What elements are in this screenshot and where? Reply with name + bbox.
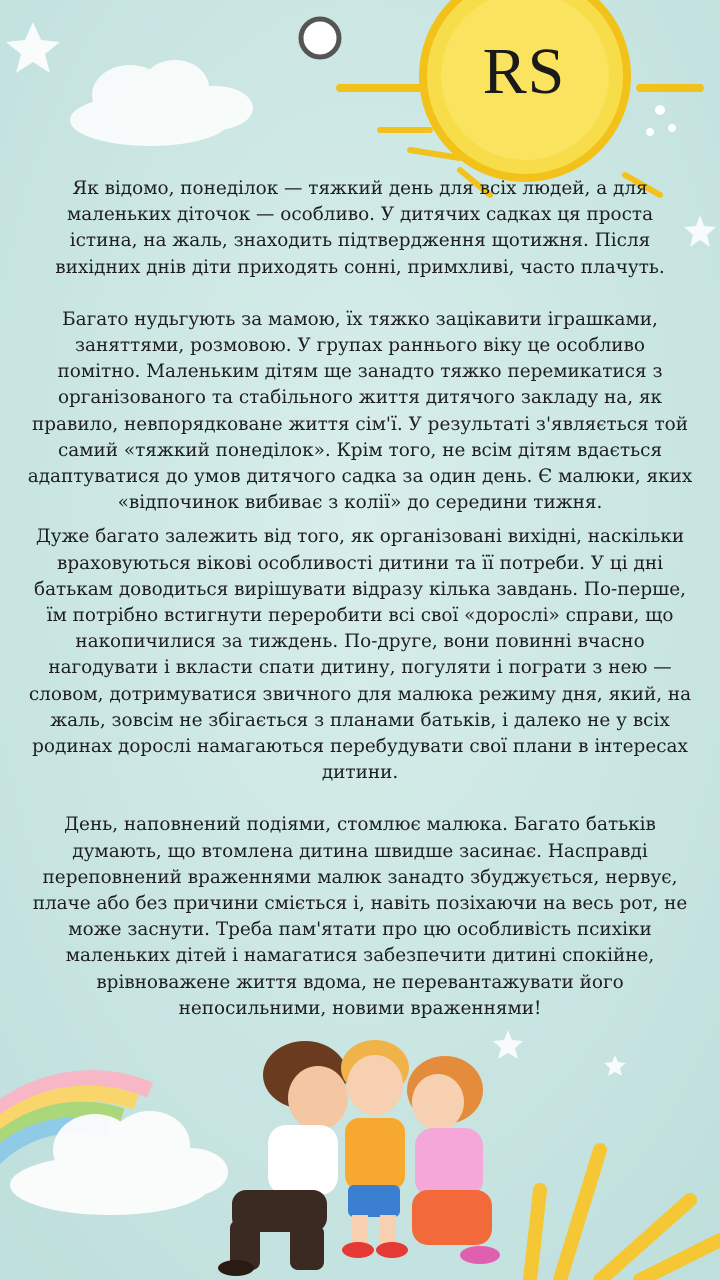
text-line: їм потрібно встигнути переробити всі свої «дорослі» справи, що [46,605,674,627]
text-line: родинах дорослі намагаються перебудувати свої плани в інтересах [32,736,688,758]
paragraph-3 [10,524,710,786]
text-line: вихідних днів діти приходять сонні, примхливі, часто плачуть. [55,256,665,278]
text-line: дитини. [321,762,399,784]
text-line: думають, що втомлена дитина швидше засинає. Насправді [72,840,648,862]
text-line: жаль, зовсім не збігається з планами батьків, і далеко не у всіх [50,709,670,731]
moon-circle-icon [301,19,339,57]
text-line: правило, невпорядковане життя сім'ї. У результаті з'являється той [32,413,688,435]
text-line: непосильними, новими враженнями! [178,997,542,1019]
text-line: заняттями, розмовою. У групах раннього віку це особливо [75,335,645,357]
text-line: врівноважене життя вдома, не перевантажувати його [96,971,624,993]
text-line: словом, дотримуватися звичного для малюка режиму дня, який, на [28,683,692,705]
text-line: Багато нудьгують за мамою, їх тяжко зацікавити іграшками, [62,308,658,330]
paragraph-1 [10,176,710,281]
paragraph-4 [10,812,710,1022]
text-line: маленьких дітей і намагатися забезпечити дитині спокійне, [65,945,655,967]
text-line: День, наповнений подіями, стомлює малюка. Багато батьків [64,814,656,836]
text-line: істина, на жаль, знаходить підтвердження щотижня. Після [69,230,651,252]
text-line: самий «тяжкий понеділок». Крім того, не всім дітям вдається [57,439,663,461]
text-line: плаче або без причини сміється і, навіть позіхаючи на весь рот, не [32,893,688,915]
text-line: батькам доводиться вирішувати відразу кілька завдань. По-перше, [34,578,686,600]
text-line: може заснути. Треба пам'ятати про цю особливість психіки [68,919,652,941]
article-text [10,176,710,1022]
text-line: переповнений враженнями малюк занадто збуджується, нервує, [42,866,678,888]
text-line: організованого та стабільного життя дитячого закладу на, як [57,387,663,409]
text-line: нагодувати і вкласти спати дитину, погуляти і пограти з нею — [48,657,672,679]
text-line: накопичилися за тиждень. По-друге, вони повинні вчасно [75,631,645,653]
text-line: враховуються вікові особливості дитини та її потреби. У ці дні [57,552,663,574]
text-line: Як відомо, понеділок — тяжкий день для всіх людей, а для [72,178,648,199]
paragraph-2 [10,307,710,517]
text-line: Дуже багато залежить від того, як організовані вихідні, наскільки [35,526,685,548]
text-line: «відпочинок вибиває з колії» до середини тижня. [117,492,603,514]
text-line: помітно. Маленьким дітям ще занадто тяжко перемикатися з [57,361,663,383]
rs-logo: RS [482,35,566,108]
text-line: адаптуватися до умов дитячого садка за один день. Є малюки, яких [27,466,693,488]
text-line: маленьких діточок — особливо. У дитячих садках ця проста [66,204,654,226]
